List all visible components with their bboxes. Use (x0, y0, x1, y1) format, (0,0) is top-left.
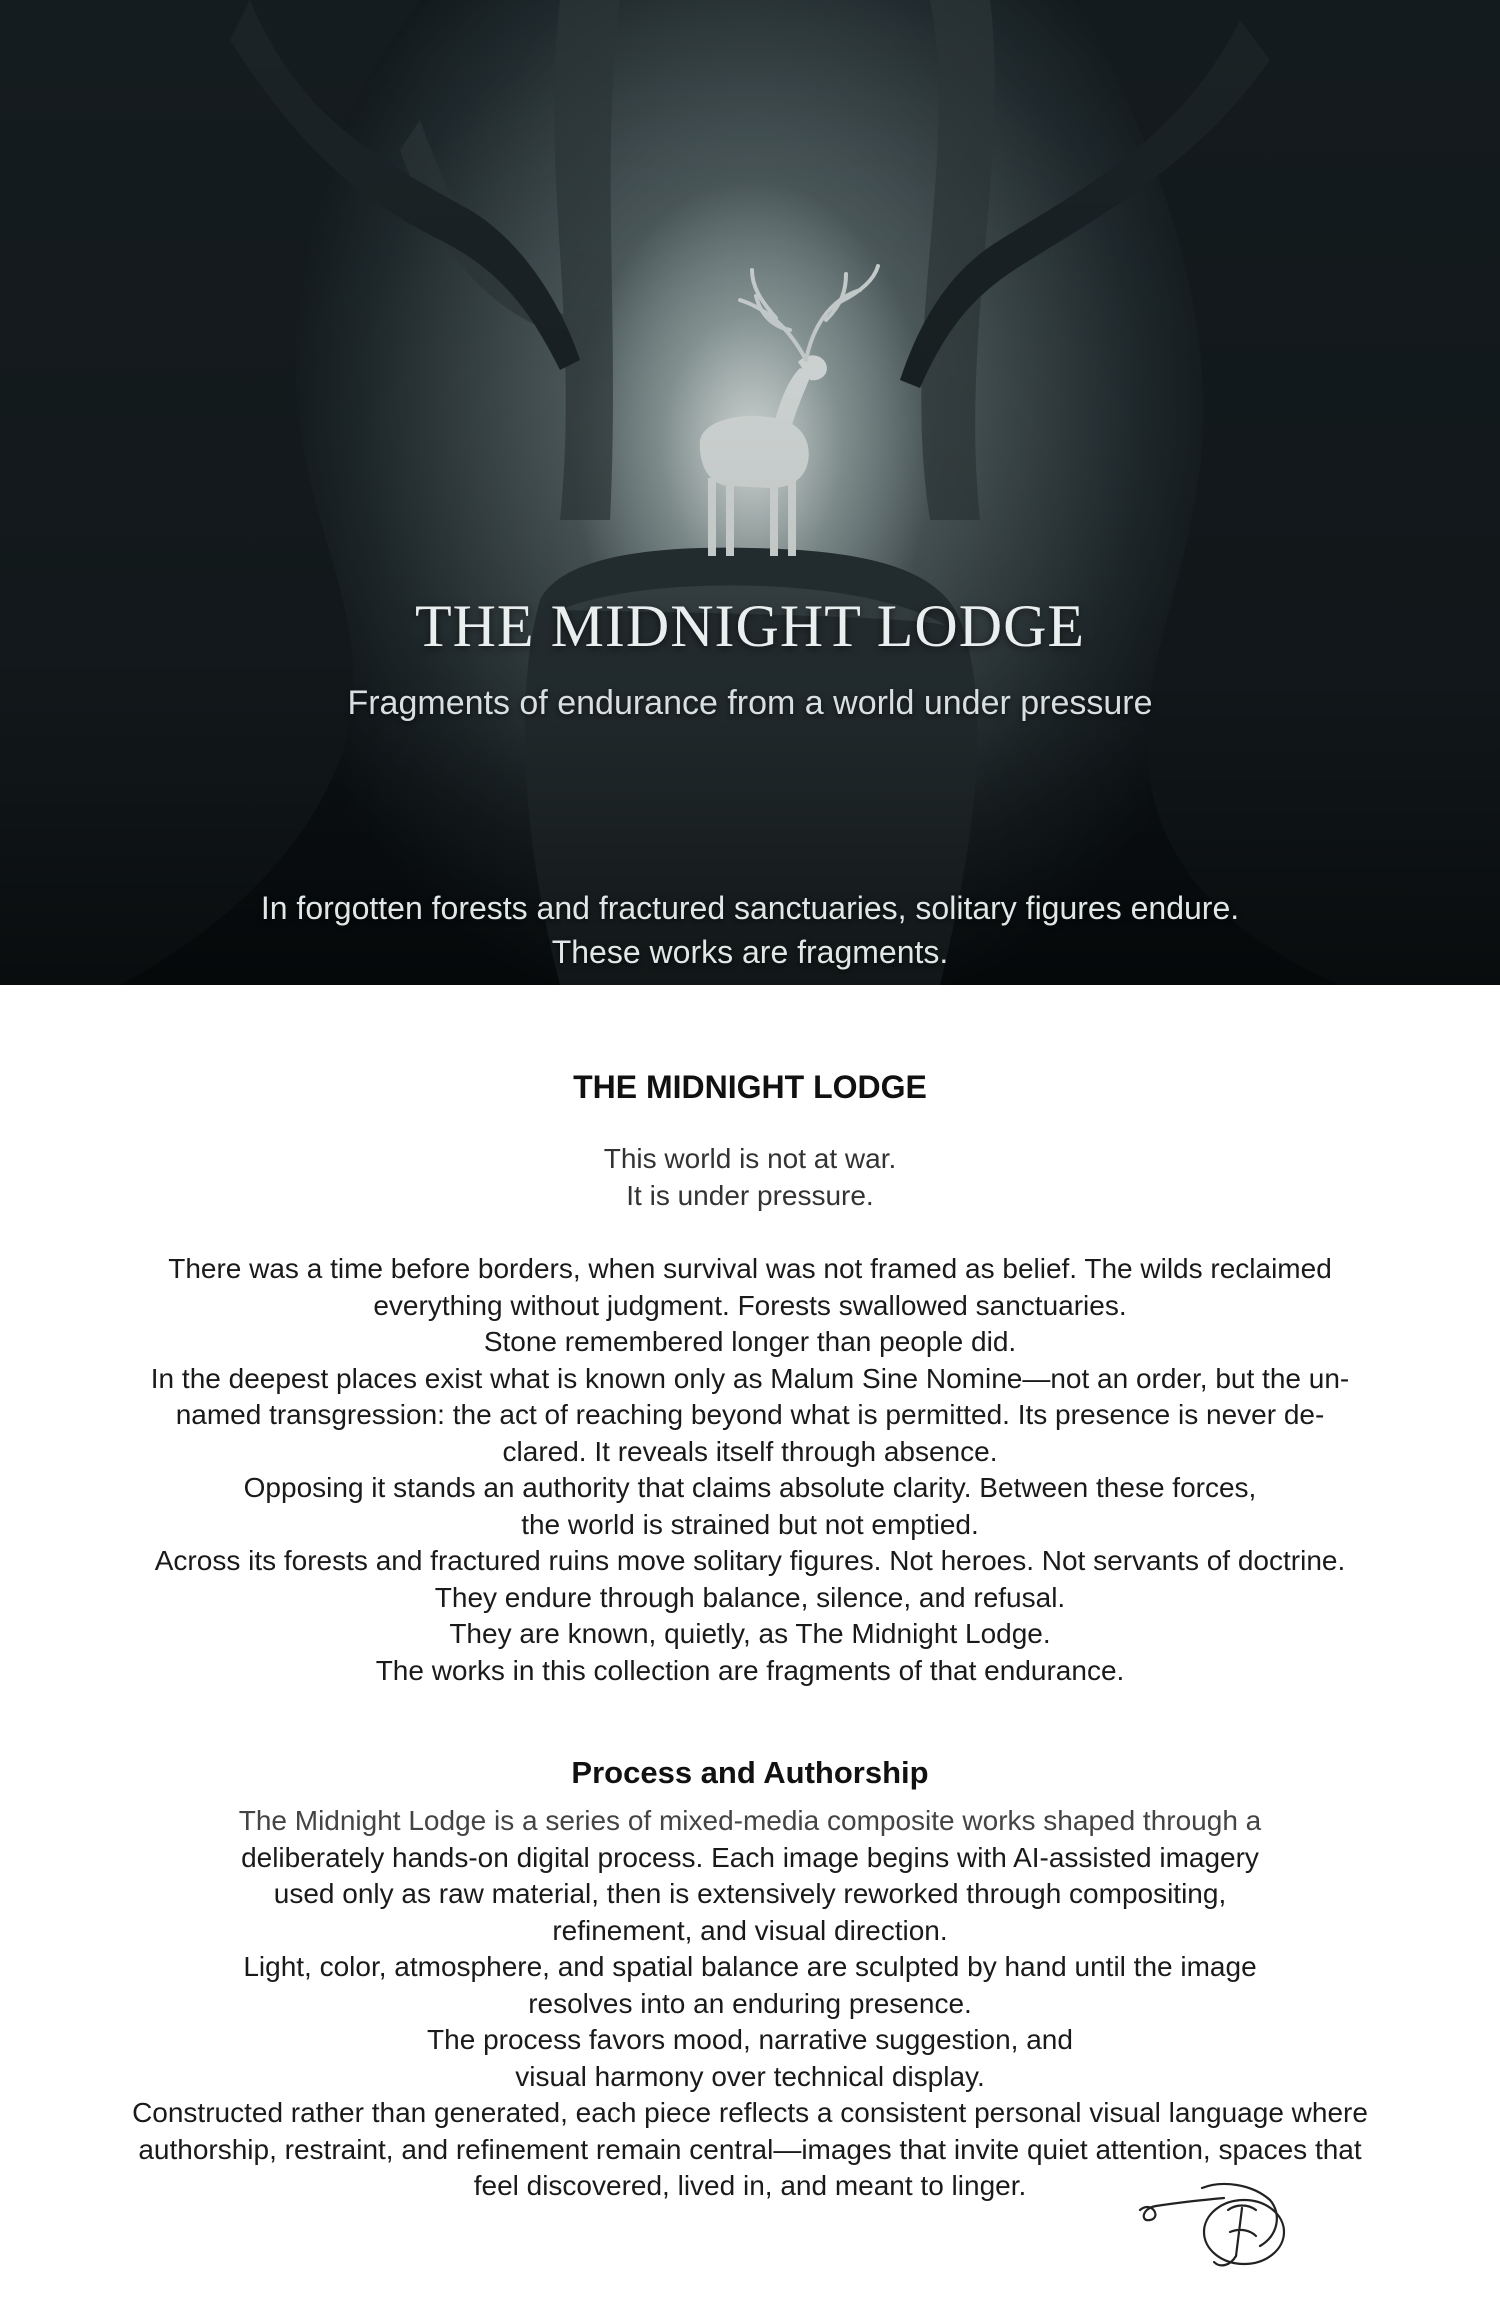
story-line: In the deepest places exist what is known only as Malum Sine Nomine—not an order, but the un- (150, 1362, 1350, 1394)
story-line: Opposing it stands an authority that claims absolute clarity. Between these forces, (243, 1472, 1257, 1503)
intro-heading: THE MIDNIGHT LODGE (573, 1069, 927, 1105)
lead-line: This world is not at war. (603, 1143, 897, 1174)
forest-stag-artwork (0, 0, 1500, 985)
intro-lead (0, 1141, 1500, 1214)
story-line: There was a time before borders, when survival was not framed as belief. The wilds reclaimed (168, 1253, 1332, 1284)
hero-tagline-line-2: These works are fragments. (551, 934, 949, 970)
process-line: The process favors mood, narrative suggestion, and (427, 2024, 1073, 2055)
process-line: resolves into an enduring presence. (528, 1987, 972, 2019)
hero-tagline-line-1: In forgotten forests and fractured sanctuaries, solitary figures endure. (260, 890, 1240, 926)
process-line: authorship, restraint, and refinement remain central—images that invite quiet attention, spaces that (138, 2133, 1362, 2165)
process-line: deliberately hands-on digital process. Each image begins with AI-assisted imagery (241, 1841, 1259, 1873)
story-line: Across its forests and fractured ruins move solitary figures. Not heroes. Not servants of doctrine. (154, 1545, 1346, 1576)
process-line: refinement, and visual direction. (552, 1914, 948, 1946)
process-line: Light, color, atmosphere, and spatial balance are sculpted by hand until the image (243, 1951, 1257, 1982)
story-line: They endure through balance, silence, and refusal. (434, 1581, 1066, 1613)
artist-signature (1132, 2170, 1312, 2280)
story-line: everything without judgment. Forests swallowed sanctuaries. (373, 1289, 1127, 1321)
story-line: The works in this collection are fragments of that endurance. (375, 1654, 1125, 1686)
lead-line: It is under pressure. (626, 1179, 874, 1211)
process-text (0, 1803, 1500, 2205)
story-line: clared. It reveals itself through absence. (502, 1435, 998, 1467)
story-line: Stone remembered longer than people did. (483, 1326, 1017, 1357)
hero-title: THE MIDNIGHT LODGE (414, 593, 1086, 659)
process-line: used only as raw material, then is extensively reworked through compositing, (273, 1878, 1227, 1909)
intro-story (0, 1251, 1500, 1689)
process-line: Constructed rather than generated, each piece reflects a consistent personal visual language where (132, 2097, 1368, 2128)
process-heading: Process and Authorship (571, 1755, 929, 1790)
process-line: feel discovered, lived in, and meant to linger. (473, 2170, 1027, 2201)
story-line: named transgression: the act of reaching beyond what is permitted. Its presence is never de- (175, 1399, 1325, 1430)
process-line: visual harmony over technical display. (515, 2060, 985, 2092)
story-line: They are known, quietly, as The Midnight Lodge. (449, 1618, 1051, 1649)
hero-banner (0, 0, 1500, 985)
process-line: The Midnight Lodge is a series of mixed-media composite works shaped through a (238, 1805, 1262, 1836)
story-line: the world is strained but not emptied. (521, 1508, 979, 1540)
hero-subtitle: Fragments of endurance from a world under pressure (347, 684, 1153, 722)
